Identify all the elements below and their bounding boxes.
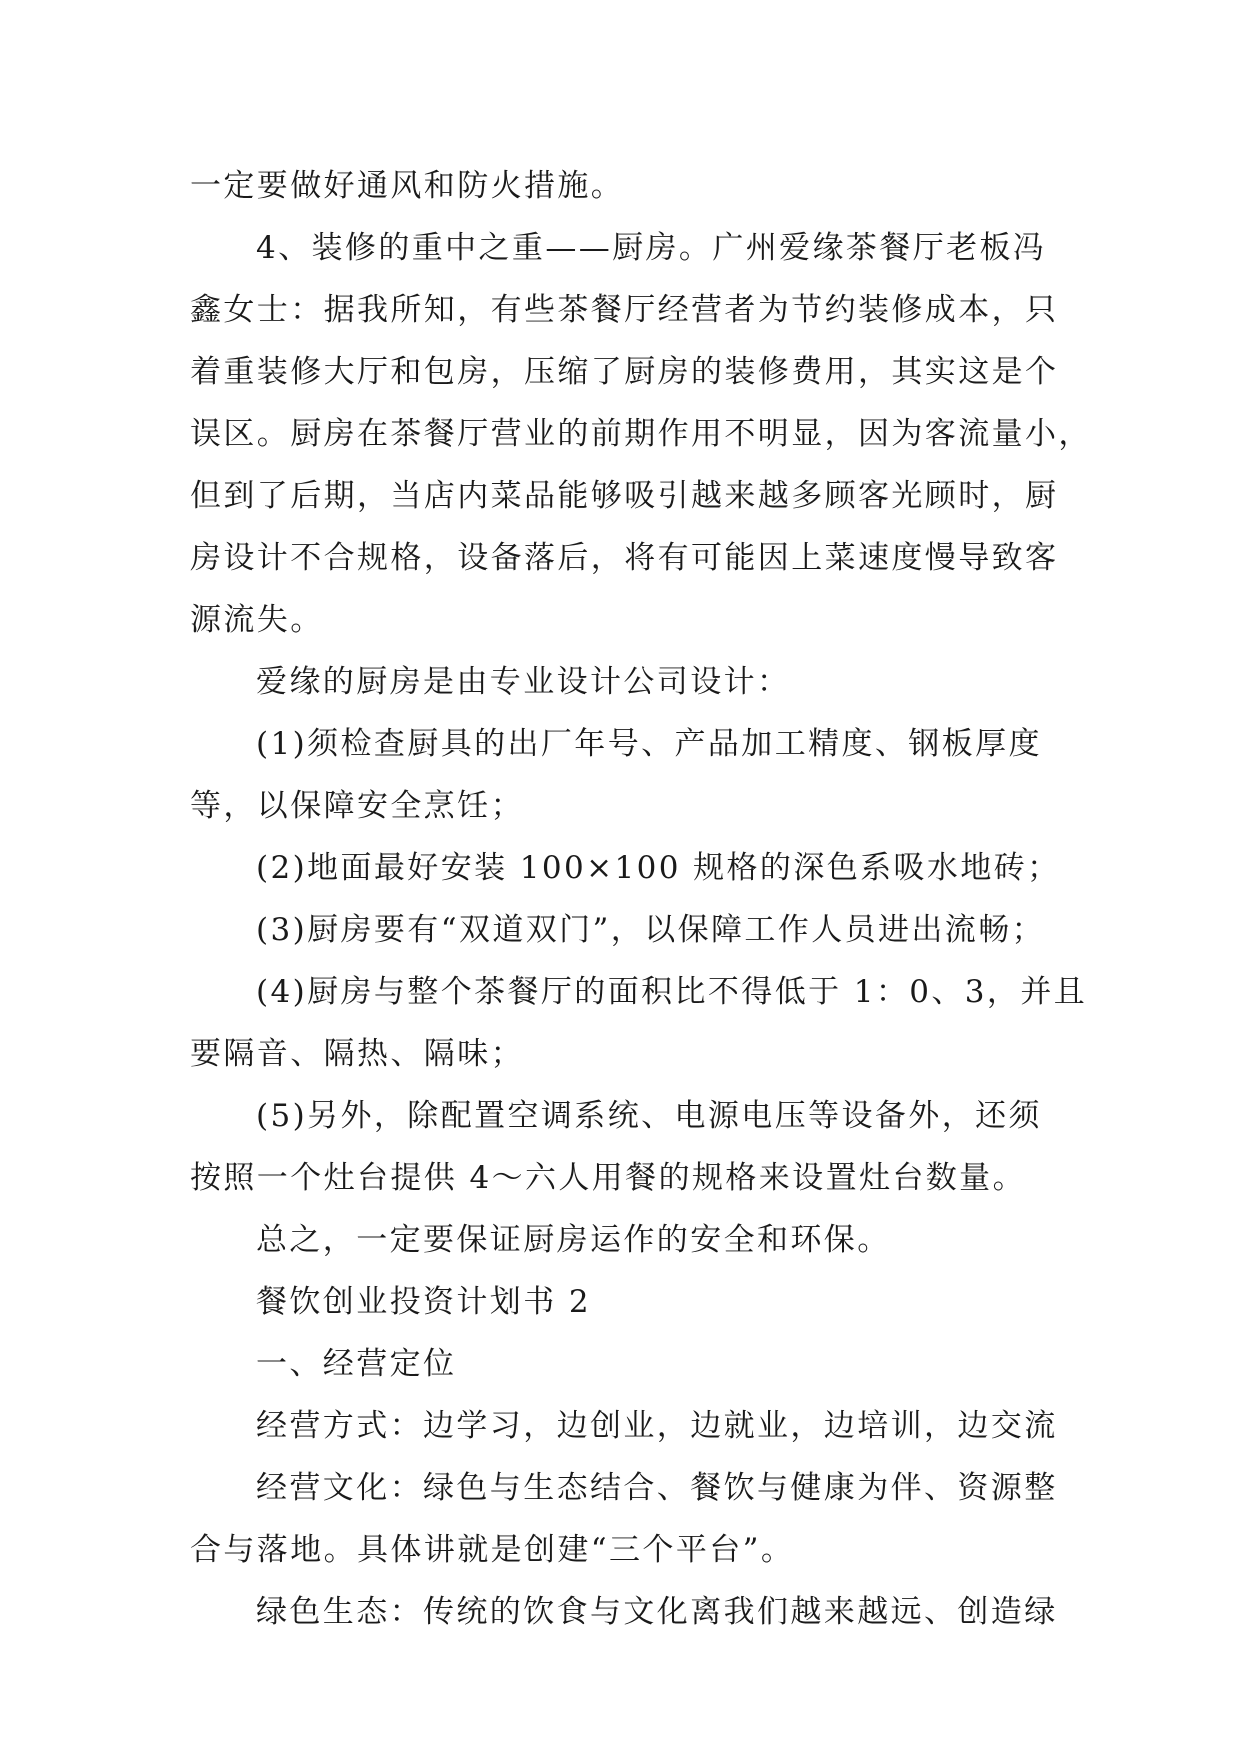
text-line: (4)厨房与整个茶餐厅的面积比不得低于 1：0、3，并且 (256, 974, 1088, 1010)
text-line: 鑫女士：据我所知，有些茶餐厅经营者为节约装修成本，只 (190, 292, 1059, 328)
text-line: (3)厨房要有“双道双门”，以保障工作人员进出流畅； (256, 912, 1046, 948)
text-line: 总之，一定要保证厨房运作的安全和环保。 (256, 1222, 891, 1258)
text-line: 合与落地。具体讲就是创建“三个平台”。 (190, 1532, 795, 1568)
text-line: (2)地面最好安装 100×100 规格的深色系吸水地砖； (256, 850, 1061, 886)
section-heading: 一、经营定位 (256, 1346, 457, 1382)
text-line: 要隔音、隔热、隔味； (190, 1036, 524, 1072)
section-title: 餐饮创业投资计划书 2 (256, 1284, 591, 1320)
text-line: 按照一个灶台提供 4～六人用餐的规格来设置灶台数量。 (190, 1160, 1026, 1196)
text-line: 经营方式：边学习，边创业，边就业，边培训，边交流 (256, 1408, 1058, 1444)
text-line: (1)须检查厨具的出厂年号、产品加工精度、钢板厚度 (256, 726, 1042, 762)
text-line: 着重装修大厅和包房，压缩了厨房的装修费用，其实这是个 (190, 354, 1059, 390)
text-line: 但到了后期，当店内菜品能够吸引越来越多顾客光顾时，厨 (190, 478, 1059, 514)
text-line: 误区。厨房在茶餐厅营业的前期作用不明显，因为客流量小， (190, 416, 1092, 452)
text-line: (5)另外，除配置空调系统、电源电压等设备外，还须 (256, 1098, 1042, 1134)
text-line: 爱缘的厨房是由专业设计公司设计： (256, 664, 791, 700)
text-line: 绿色生态：传统的饮食与文化离我们越来越远、创造绿 (256, 1594, 1058, 1630)
text-line: 一定要做好通风和防火措施。 (190, 168, 625, 204)
text-line: 4、装修的重中之重——厨房。广州爱缘茶餐厅老板冯 (256, 230, 1047, 266)
text-line: 源流失。 (190, 602, 324, 638)
text-line: 经营文化：绿色与生态结合、餐饮与健康为伴、资源整 (256, 1470, 1058, 1506)
text-line: 等，以保障安全烹饪； (190, 788, 524, 824)
text-line: 房设计不合规格，设备落后，将有可能因上菜速度慢导致客 (190, 540, 1059, 576)
